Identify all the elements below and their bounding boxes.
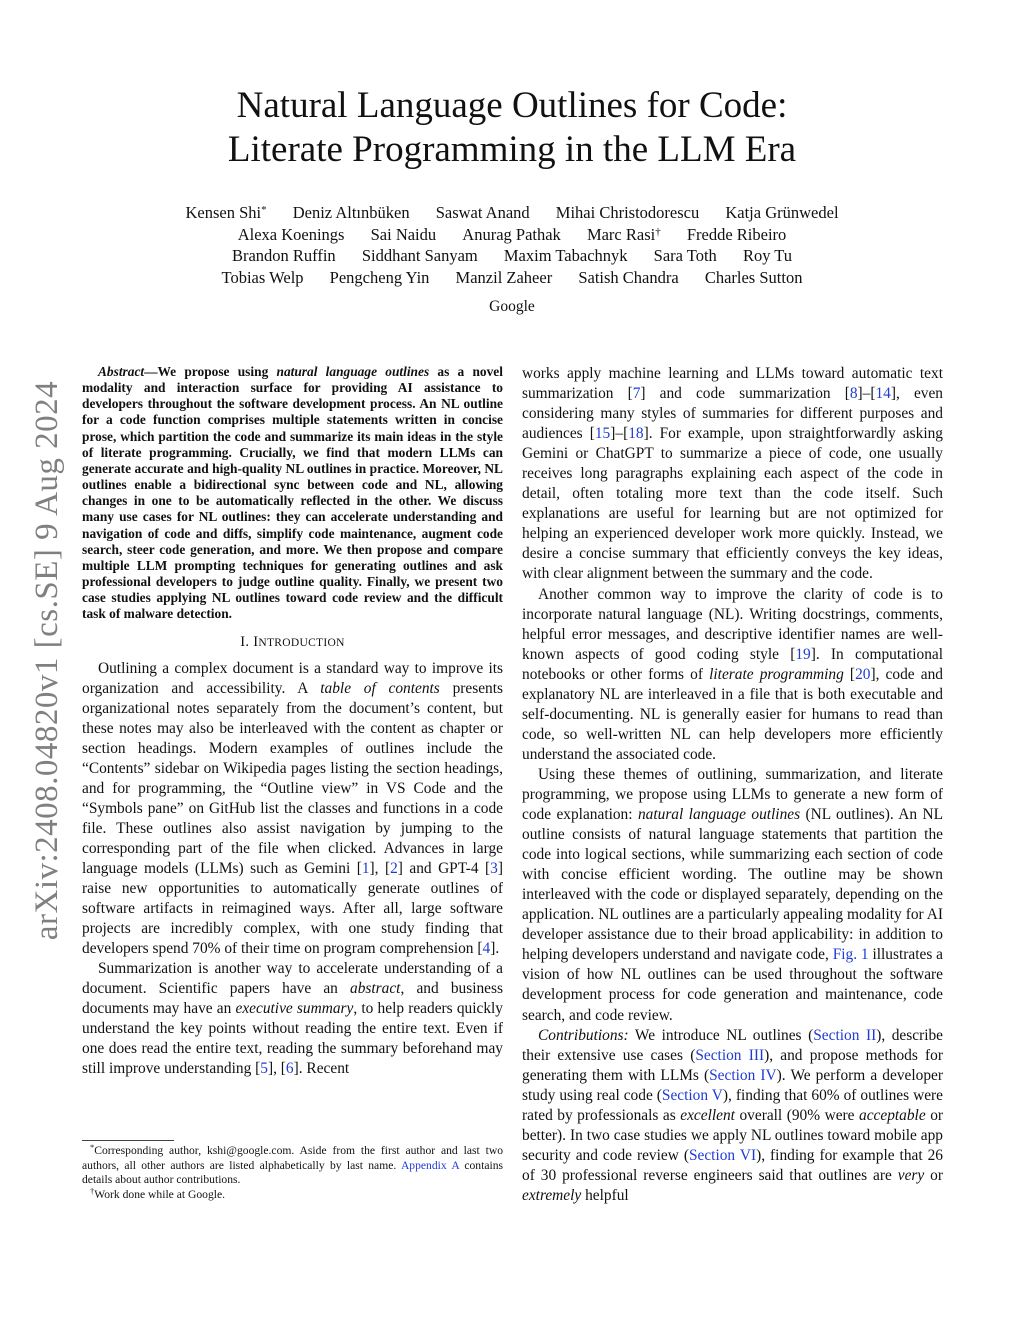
title-line-2: Literate Programming in the LLM Era [227,129,797,170]
author: Anurag Pathak [462,224,561,244]
section-link[interactable]: Section II [813,1026,877,1044]
author-mark: * [261,204,267,216]
footnotes [82,1140,503,1202]
author: Marc Rasi† [586,224,661,244]
paper-title [100,84,924,172]
intro-paragraph-1: Outlining a complex document is a standard way to improve its organization and accessibility. A table of contents presents organizational notes separately from the document’s content, but these notes may also be interleaved with the content as chapter or section headings. Modern examples of outlines include the “Contents” sidebar on Wikipedia pages listing the section headings, and for programming, the “Outline view” in VS Code and the “Symbols pane” on GitHub list the classes and functions in a code file. These outlines also assist navigation by jumping to the corresponding part of the file when clicked. Advances in large language models (LLMs) such as Gemini [1], [2] and GPT-4 [3] raise new opportunities to automatically generate outlines of software artifacts in reimagined ways. After all, large software projects are incredibly complex, with one study finding that developers spend 70% of their time on program comprehension [4]. [82,659,504,958]
author: Deniz Altınbüken [292,203,410,222]
author: Manzil Zaheer [455,267,553,287]
abstract: Abstract—We propose using natural language outlines as a novel modality and interaction surface for providing AI assistance to developers throughout the software development process. An NL outline for a code function comprises multiple statements written in concise prose, which partition the code and summarize its main ideas in the style of literate programming. Crucially, we find that modern LLMs can generate accurate and high-quality NL outlines in practice. Moreover, NL outlines enable a bidirectional sync between code and NL, allowing changes in one to be automatically reflected in the other. We discuss many use cases for NL outlines: they can accelerate understanding and navigation of code and diffs, simplify code maintenance, augment code search, steer code generation, and more. We then propose and compare multiple LLM prompting techniques for generating outlines and ask professional developers to judge outline quality. Finally, we present two case studies applying NL outlines toward code review and the difficult task of malware detection. [82,364,503,622]
citation-link[interactable]: 20 [855,665,871,683]
citation-link[interactable]: 4 [482,940,491,958]
author: Sara Toth [653,246,717,265]
author-row-3 [80,245,944,267]
author: Tobias Welp [221,267,304,287]
author-mark: † [655,225,661,238]
author: Kensen Shi* [185,203,267,222]
citation-link[interactable]: 7 [632,385,641,403]
author: Charles Sutton [704,267,803,287]
author-row-1 [80,202,944,224]
appendix-link[interactable]: Appendix A [400,1158,460,1172]
author: Sai Naidu [370,224,437,244]
right-paragraph-3: Using these themes of outlining, summarization, and literate programming, we propose using LLMs to generate a new form of code explanation: natural language outlines (NL outlines). An NL outline consists of natural language statements that partition the code into logical sections, while summarizing each section of code with concise efficient wording. The outline may be shown interleaved with the code or displayed separately, depending on the application. NL outlines are a particularly appealing modality for AI developer assistance due to their broad applicability: in addition to helping developers understand and navigate code, Fig. 1 illustrates a vision of how NL outlines can be used throughout the software development process for code generation and maintenance, code search, and code review. [522,765,943,1024]
author: Siddhant Sanyam [361,246,478,265]
citation-link[interactable]: 14 [875,385,891,403]
section-link[interactable]: Section V [661,1086,723,1104]
author: Roy Tu [742,246,793,265]
abstract-label: Abstract [98,364,145,379]
author: Alexa Koenings [237,224,345,244]
citation-link[interactable]: 5 [260,1060,268,1078]
author-row-2 [80,224,944,246]
citation-link[interactable]: 3 [490,860,498,878]
title-line-1: Natural Language Outlines for Code: [236,85,788,126]
footnote-1: *Corresponding author, kshi@google.com. Aside from the first author and last two authors, all other authors are listed alphabetically by last name. Appendix A contains details about author contributions. [82,1142,503,1186]
contributions-label: Contributions: [538,1026,629,1044]
citation-link[interactable]: 2 [390,860,398,878]
citation-link[interactable]: 1 [361,860,370,878]
author: Brandon Ruffin [231,246,336,265]
right-paragraph-1: works apply machine learning and LLMs toward automatic text summarization [7] and code summarization [8]–[14], even considering many styles of summaries for different purposes and audiences [15]–[18]. For example, upon straightforwardly asking Gemini or ChatGPT to summarize a piece of code, one usually receives long paragraphs explaining each aspect of the code in detail, often totaling more text than the code itself. Such explanations are useful for learning but are not optimized for helping an experienced developer work more quickly. Instead, we desire a concise summary that efficiently conveys the key ideas, with clear alignment between the summary and the code. [522,365,944,583]
arxiv-identifier [25,360,70,960]
author-row-4 [80,267,944,289]
arxiv-identifier-text: arXiv:2408.04820v1 [cs.SE] 9 Aug 2024 [29,380,66,940]
right-paragraph-4: Contributions: We introduce NL outlines (Section II), describe their extensive use cases (Section III), and propose methods for generating them with LLMs (Section IV). We perform a developer study using real code (Section V), finding that 60% of outlines were rated by professionals as excellent overall (90% were acceptable or better). In two case studies we apply NL outlines toward mobile app security and code review (Section VI), finding for example that 26 of 30 professional reverse engineers said that outlines are very or extremely helpful [522,1026,944,1204]
section-link[interactable]: Section IV [709,1066,777,1084]
author-list [80,202,944,288]
section-link[interactable]: Section III [695,1046,765,1064]
author: Katja Grünwedel [725,203,839,222]
author: Fredde Ribeiro [686,224,787,244]
right-column [522,364,943,1206]
citation-link[interactable]: 15 [594,425,611,443]
citation-link[interactable]: 8 [849,385,858,403]
author: Satish Chandra [578,267,679,287]
citation-link[interactable]: 19 [795,645,811,663]
right-paragraph-2: Another common way to improve the clarity of code is to incorporate natural language (NL). Writing docstrings, comments, helpful error messages, and descriptive identifier names are well-known aspects of good coding style [19]. In computational notebooks or other forms of literate programming [20], code and explanatory NL are interleaved in a file that is both executable and self-documenting. NL is generally easier for humans to read than code, so well-written NL can help developers more efficiently understand the associated code. [522,585,943,763]
author: Mihai Christodorescu [555,203,700,222]
citation-link[interactable]: 18 [628,425,644,443]
section-heading-introduction: I. INTRODUCTION [240,633,345,650]
section-link[interactable]: Section VI [688,1146,757,1164]
author: Pengcheng Yin [329,267,430,287]
figure-link[interactable]: Fig. 1 [832,946,869,964]
left-column [82,364,503,1080]
author: Saswat Anand [435,203,530,222]
citation-link[interactable]: 6 [285,1060,294,1078]
affiliation: Google [489,298,535,315]
author: Maxim Tabachnyk [503,246,628,265]
footnote-2: †Work done while at Google. [90,1185,226,1201]
footnote-divider [82,1140,174,1141]
intro-paragraph-2: Summarization is another way to accelerate understanding of a document. Scientific papers have an abstract, and business documents may have an executive summary, to help readers quickly understand the key points without reading the entire text. Even if one does read the entire text, reading the summary beforehand may still improve understanding [5], [6]. Recent [82,960,503,1078]
